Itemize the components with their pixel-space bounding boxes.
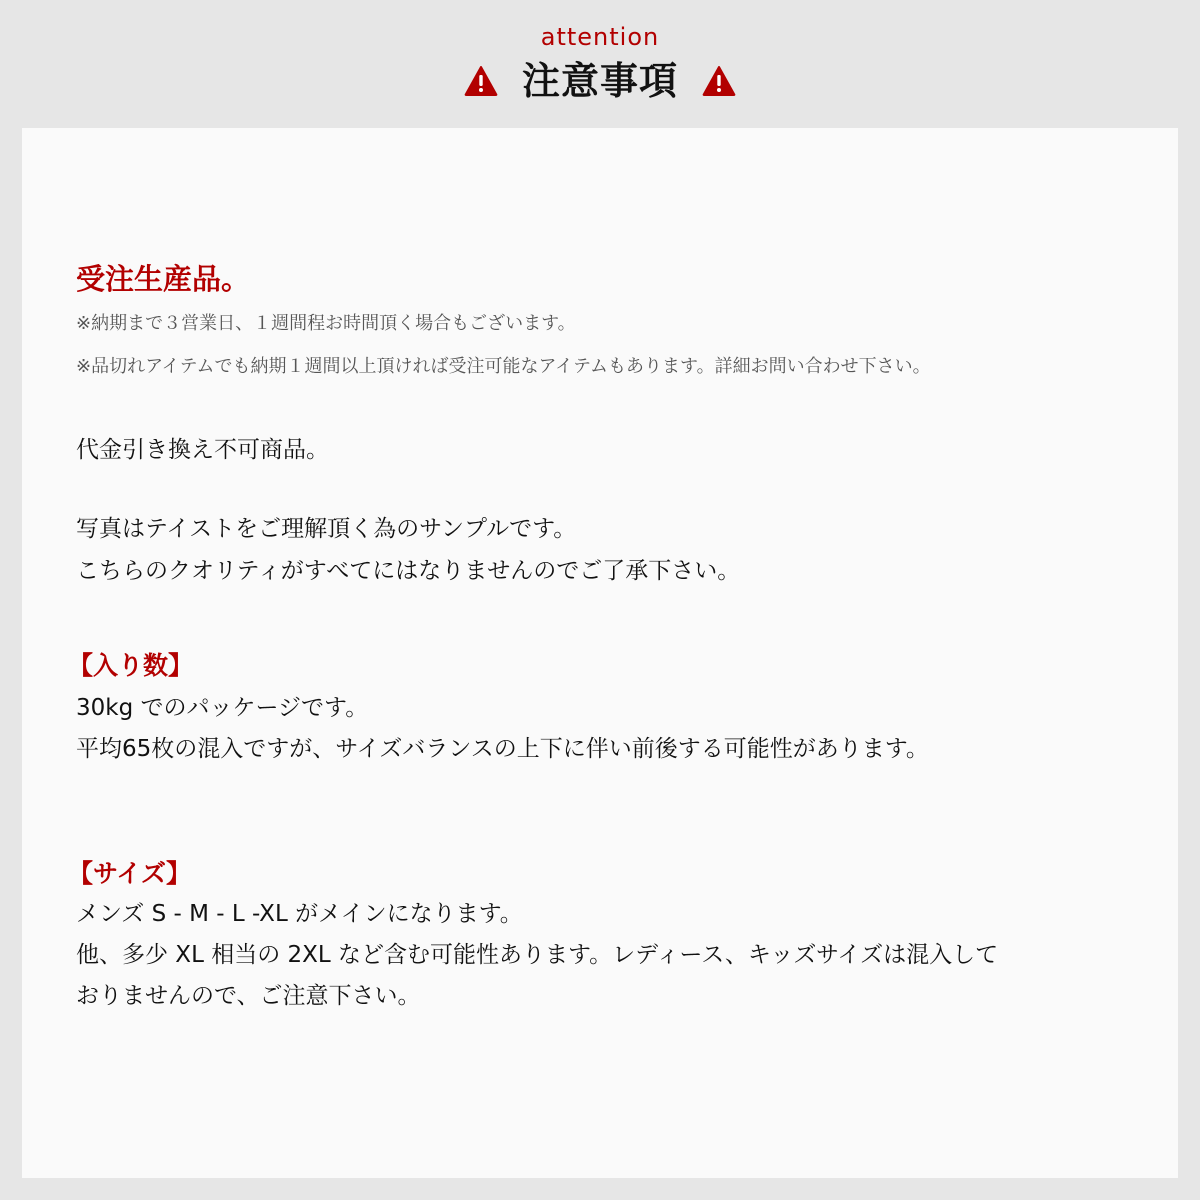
size-heading: 【サイズ】 <box>68 859 192 888</box>
quantity-heading: 【入り数】 <box>68 651 194 680</box>
quantity-line-2: 平均65枚の混入ですが、サイズバランスの上下に伴い前後する可能性があります。 <box>76 736 929 762</box>
made-to-order-note-1: ※納期まで３営業日、１週間程お時間頂く場合もございます。 <box>76 313 576 334</box>
photo-notice-line-1: 写真はテイストをご理解頂く為のサンプルです。 <box>76 516 577 542</box>
made-to-order-heading: 受注生産品。 <box>76 262 251 296</box>
header <box>0 0 1200 128</box>
size-line-1: メンズ S - M - L -XL がメインになります。 <box>76 901 523 927</box>
photo-notice-line-2: こちらのクオリティがすべてにはなりませんのでご了承下さい。 <box>76 558 741 584</box>
made-to-order-note-2: ※品切れアイテムでも納期１週間以上頂ければ受注可能なアイテムもあります。詳細お問い合わせ下さい。 <box>76 356 931 377</box>
size-line-3: おりませんので、ご注意下さい。 <box>76 983 421 1009</box>
cod-notice: 代金引き換え不可商品。 <box>76 437 329 463</box>
header-title-row <box>0 56 1200 106</box>
header-subtitle: attention <box>540 23 660 51</box>
size-line-2: 他、多少 XL 相当の 2XL など含む可能性あります。レディース、キッズサイズは混入して <box>76 942 999 968</box>
quantity-line-1: 30kg でのパッケージです。 <box>76 695 369 721</box>
warning-triangle-icon <box>702 65 736 97</box>
warning-triangle-icon <box>464 65 498 97</box>
page-title: 注意事項 <box>521 59 678 103</box>
